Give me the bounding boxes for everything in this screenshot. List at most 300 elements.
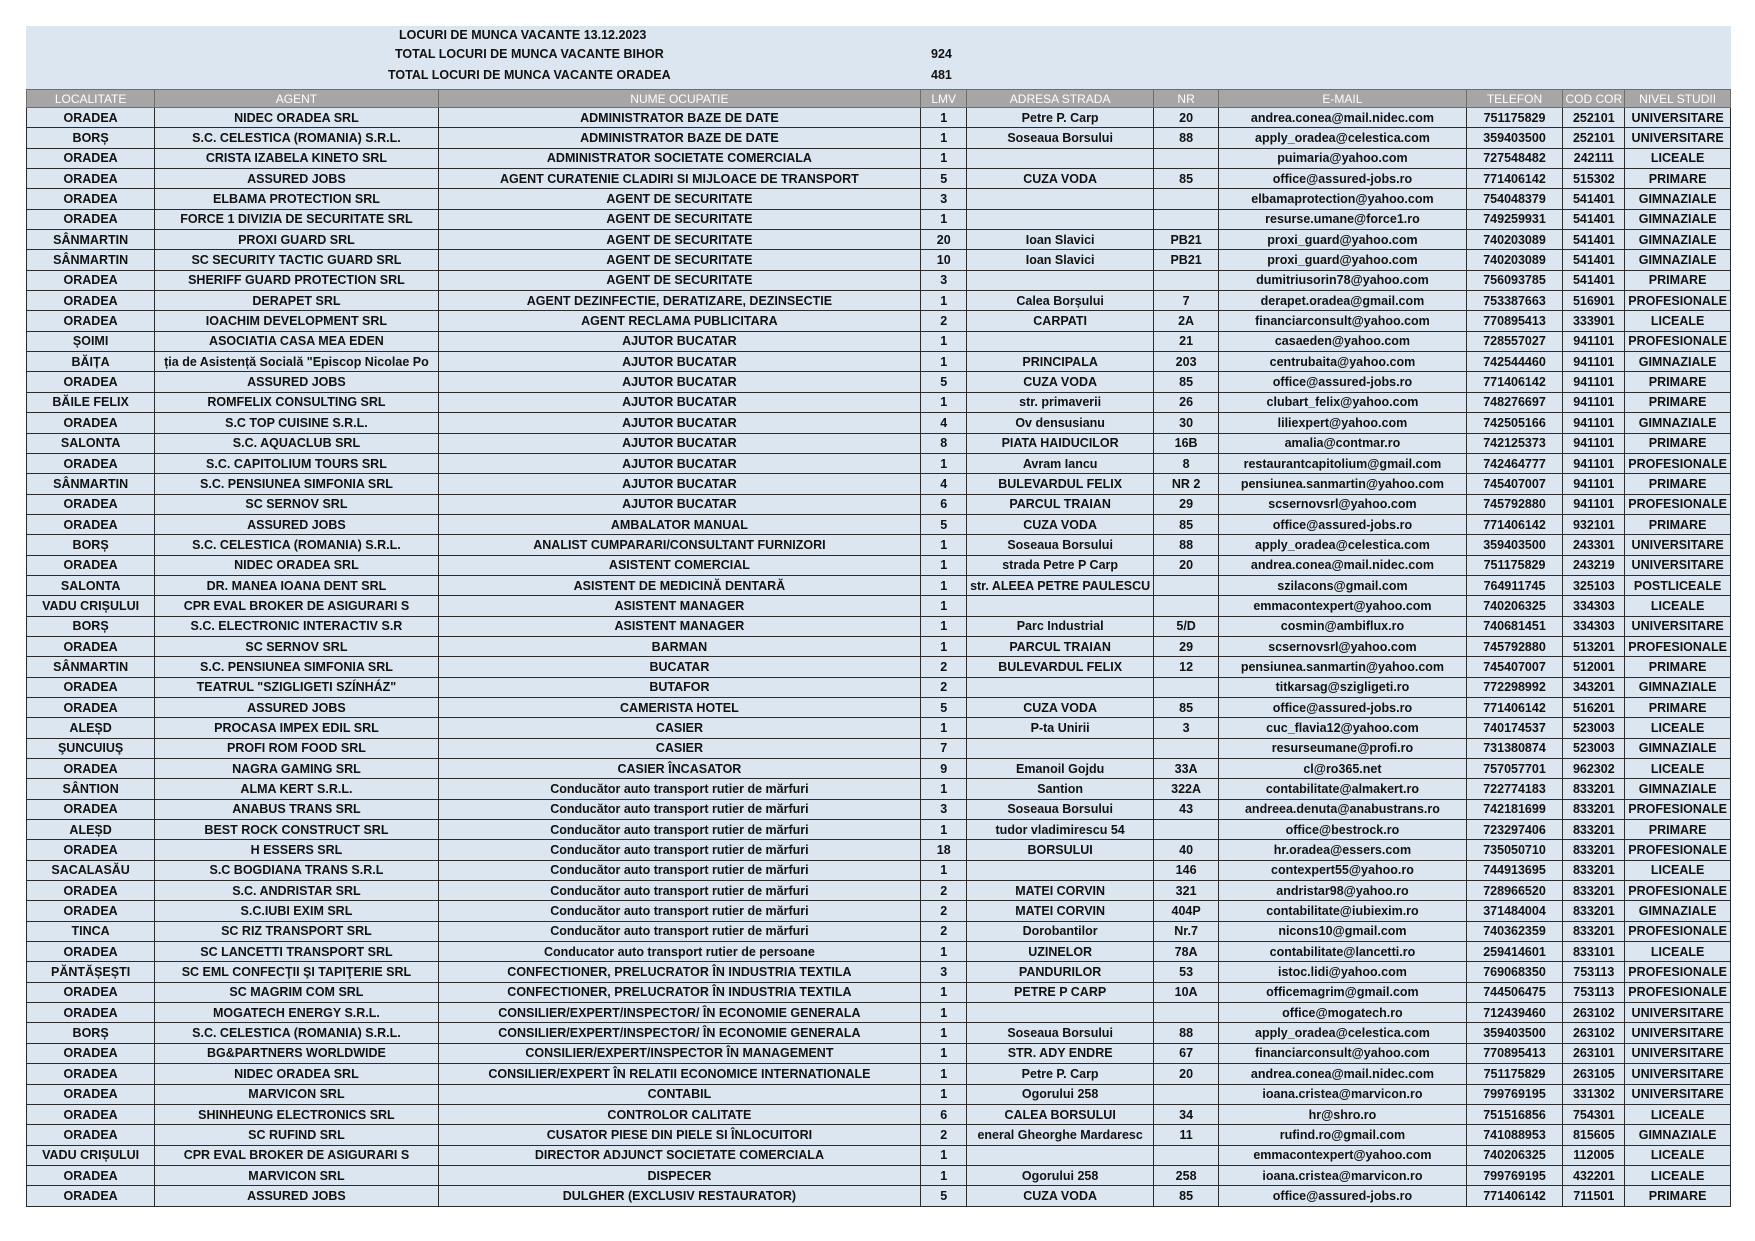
cell-adresa-strada: PRINCIPALA (967, 352, 1154, 372)
cell-lmv: 1 (921, 453, 967, 473)
cell-nume-ocupatie: AJUTOR BUCATAR (438, 352, 921, 372)
cell-lmv: 4 (921, 413, 967, 433)
cell-email: cuc_flavia12@yahoo.com (1219, 718, 1466, 738)
cell-email: officemagrim@gmail.com (1219, 982, 1466, 1002)
cell-agent: NIDEC ORADEA SRL (155, 1064, 438, 1084)
cell-localitate: SÂNMARTIN (27, 250, 155, 270)
total-bihor-label: TOTAL LOCURI DE MUNCA VACANTE BIHOR (395, 47, 664, 61)
cell-nr (1153, 209, 1218, 229)
cell-adresa-strada (967, 677, 1154, 697)
cell-telefon: 742464777 (1466, 453, 1563, 473)
cell-agent: BEST ROCK CONSTRUCT SRL (155, 820, 438, 840)
table-row (27, 392, 1731, 412)
cell-agent: H ESSERS SRL (155, 840, 438, 860)
cell-localitate: ORADEA (27, 697, 155, 717)
cell-adresa-strada: Avram Iancu (967, 453, 1154, 473)
cell-nivel-studii: PRIMARE (1625, 514, 1731, 534)
cell-agent: S.C. PENSIUNEA SIMFONIA SRL (155, 474, 438, 494)
report-title: LOCURI DE MUNCA VACANTE 13.12.2023 (399, 28, 647, 42)
cell-localitate: ORADEA (27, 1165, 155, 1185)
cell-nivel-studii: PRIMARE (1625, 433, 1731, 453)
cell-nivel-studii: PROFESIONALE (1625, 291, 1731, 311)
cell-telefon: 745792880 (1466, 494, 1563, 514)
cell-email: andristar98@yahoo.ro (1219, 881, 1466, 901)
table-row (27, 494, 1731, 514)
cell-agent: ELBAMA PROTECTION SRL (155, 189, 438, 209)
cell-nume-ocupatie: Conducător auto transport rutier de mărfuri (438, 779, 921, 799)
cell-email: hr@shro.ro (1219, 1104, 1466, 1124)
cell-cod-cor: 112005 (1563, 1145, 1625, 1165)
table-row (27, 799, 1731, 819)
cell-agent: SHINHEUNG ELECTRONICS SRL (155, 1104, 438, 1124)
cell-lmv: 2 (921, 311, 967, 331)
cell-nivel-studii: UNIVERSITARE (1625, 1084, 1731, 1104)
cell-localitate: SALONTA (27, 575, 155, 595)
cell-agent: S.C. AQUACLUB SRL (155, 433, 438, 453)
cell-cod-cor: 243301 (1563, 535, 1625, 555)
cell-localitate: SÂNMARTIN (27, 657, 155, 677)
cell-nume-ocupatie: AGENT DEZINFECTIE, DERATIZARE, DEZINSECTIE (438, 291, 921, 311)
table-row (27, 779, 1731, 799)
cell-nr: NR 2 (1153, 474, 1218, 494)
cell-cod-cor: 515302 (1563, 169, 1625, 189)
cell-email: resurseumane@profi.ro (1219, 738, 1466, 758)
cell-email: rufind.ro@gmail.com (1219, 1125, 1466, 1145)
cell-localitate: ORADEA (27, 759, 155, 779)
cell-localitate: BORȘ (27, 1023, 155, 1043)
cell-nume-ocupatie: AGENT DE SECURITATE (438, 230, 921, 250)
table-row (27, 657, 1731, 677)
cell-nr (1153, 1145, 1218, 1165)
cell-nivel-studii: UNIVERSITARE (1625, 1003, 1731, 1023)
cell-nume-ocupatie: CONTROLOR CALITATE (438, 1104, 921, 1124)
cell-nume-ocupatie: CONSILIER/EXPERT/INSPECTOR ÎN MANAGEMENT (438, 1043, 921, 1063)
cell-cod-cor: 263102 (1563, 1003, 1625, 1023)
cell-cod-cor: 753113 (1563, 962, 1625, 982)
cell-adresa-strada: strada Petre P Carp (967, 555, 1154, 575)
cell-nivel-studii: PRIMARE (1625, 392, 1731, 412)
cell-telefon: 770895413 (1466, 1043, 1563, 1063)
cell-email: office@bestrock.ro (1219, 820, 1466, 840)
cell-nr: 88 (1153, 128, 1218, 148)
cell-nume-ocupatie: AJUTOR BUCATAR (438, 474, 921, 494)
table-row (27, 840, 1731, 860)
cell-nume-ocupatie: Conducător auto transport rutier de mărfuri (438, 820, 921, 840)
cell-nivel-studii: LICEALE (1625, 311, 1731, 331)
cell-adresa-strada: Soseaua Borsului (967, 1023, 1154, 1043)
cell-telefon: 735050710 (1466, 840, 1563, 860)
table-row (27, 433, 1731, 453)
cell-adresa-strada: MATEI CORVIN (967, 881, 1154, 901)
cell-lmv: 1 (921, 1145, 967, 1165)
cell-nivel-studii: LICEALE (1625, 1104, 1731, 1124)
cell-nr (1153, 596, 1218, 616)
cell-cod-cor: 833201 (1563, 779, 1625, 799)
cell-adresa-strada: CARPATI (967, 311, 1154, 331)
cell-lmv: 3 (921, 189, 967, 209)
cell-email: titkarsag@szigligeti.ro (1219, 677, 1466, 697)
cell-lmv: 1 (921, 291, 967, 311)
cell-agent: S.C. CAPITOLIUM TOURS SRL (155, 453, 438, 473)
cell-nume-ocupatie: AMBALATOR MANUAL (438, 514, 921, 534)
cell-localitate: ORADEA (27, 636, 155, 656)
cell-cod-cor: 941101 (1563, 453, 1625, 473)
cell-nivel-studii: PRIMARE (1625, 820, 1731, 840)
cell-adresa-strada: eneral Gheorghe Mardaresc (967, 1125, 1154, 1145)
total-bihor-value: 924 (931, 47, 952, 61)
cell-nume-ocupatie: ASISTENT MANAGER (438, 596, 921, 616)
cell-agent: ASSURED JOBS (155, 372, 438, 392)
cell-nivel-studii: LICEALE (1625, 942, 1731, 962)
cell-cod-cor: 711501 (1563, 1186, 1625, 1206)
cell-agent: S.C.IUBI EXIM SRL (155, 901, 438, 921)
cell-cod-cor: 941101 (1563, 494, 1625, 514)
cell-email: elbamaprotection@yahoo.com (1219, 189, 1466, 209)
cell-agent: SC SECURITY TACTIC GUARD SRL (155, 250, 438, 270)
total-oradea-value: 481 (931, 68, 952, 82)
cell-lmv: 1 (921, 108, 967, 128)
cell-nivel-studii: GIMNAZIALE (1625, 738, 1731, 758)
cell-adresa-strada: Parc Industrial (967, 616, 1154, 636)
table-row (27, 759, 1731, 779)
cell-cod-cor: 941101 (1563, 433, 1625, 453)
cell-cod-cor: 941101 (1563, 331, 1625, 351)
col-header-nr: NR (1153, 90, 1218, 108)
col-header-agent: AGENT (155, 90, 438, 108)
table-row (27, 718, 1731, 738)
cell-adresa-strada: CUZA VODA (967, 1186, 1154, 1206)
cell-lmv: 6 (921, 1104, 967, 1124)
cell-agent: ASSURED JOBS (155, 514, 438, 534)
cell-nr: 34 (1153, 1104, 1218, 1124)
cell-adresa-strada: BULEVARDUL FELIX (967, 657, 1154, 677)
cell-agent: ASSURED JOBS (155, 169, 438, 189)
table-row (27, 921, 1731, 941)
cell-nr: 85 (1153, 1186, 1218, 1206)
cell-lmv: 2 (921, 881, 967, 901)
cell-localitate: ORADEA (27, 372, 155, 392)
cell-adresa-strada: Ogorului 258 (967, 1165, 1154, 1185)
cell-lmv: 1 (921, 535, 967, 555)
cell-nivel-studii: POSTLICEALE (1625, 575, 1731, 595)
cell-nume-ocupatie: AGENT DE SECURITATE (438, 209, 921, 229)
cell-nivel-studii: LICEALE (1625, 148, 1731, 168)
cell-telefon: 742544460 (1466, 352, 1563, 372)
col-header-email: E-MAIL (1219, 90, 1466, 108)
cell-nivel-studii: PROFESIONALE (1625, 331, 1731, 351)
cell-telefon: 745407007 (1466, 474, 1563, 494)
cell-adresa-strada: Calea Borșului (967, 291, 1154, 311)
cell-nivel-studii: LICEALE (1625, 596, 1731, 616)
cell-nivel-studii: PROFESIONALE (1625, 921, 1731, 941)
cell-telefon: 756093785 (1466, 270, 1563, 290)
cell-agent: BG&PARTNERS WORLDWIDE (155, 1043, 438, 1063)
table-row (27, 413, 1731, 433)
cell-adresa-strada: Dorobantilor (967, 921, 1154, 941)
cell-nr: 2A (1153, 311, 1218, 331)
table-row (27, 1023, 1731, 1043)
cell-adresa-strada: PANDURILOR (967, 962, 1154, 982)
cell-cod-cor: 343201 (1563, 677, 1625, 697)
cell-lmv: 1 (921, 616, 967, 636)
cell-agent: MARVICON SRL (155, 1165, 438, 1185)
cell-nume-ocupatie: AGENT CURATENIE CLADIRI SI MIJLOACE DE TRANSPORT (438, 169, 921, 189)
cell-nr: 7 (1153, 291, 1218, 311)
cell-telefon: 757057701 (1466, 759, 1563, 779)
cell-nr: 203 (1153, 352, 1218, 372)
cell-nume-ocupatie: AJUTOR BUCATAR (438, 372, 921, 392)
cell-agent: SC RIZ TRANSPORT SRL (155, 921, 438, 941)
cell-nivel-studii: GIMNAZIALE (1625, 209, 1731, 229)
cell-localitate: ŞUNCUIUŞ (27, 738, 155, 758)
cell-telefon: 745407007 (1466, 657, 1563, 677)
cell-agent: S.C. ELECTRONIC INTERACTIV S.R (155, 616, 438, 636)
cell-cod-cor: 252101 (1563, 108, 1625, 128)
table-row (27, 1145, 1731, 1165)
cell-adresa-strada: str. ALEEA PETRE PAULESCU (967, 575, 1154, 595)
cell-adresa-strada: CUZA VODA (967, 514, 1154, 534)
cell-telefon: 727548482 (1466, 148, 1563, 168)
cell-lmv: 1 (921, 575, 967, 595)
table-row (27, 616, 1731, 636)
cell-lmv: 1 (921, 1003, 967, 1023)
cell-nivel-studii: LICEALE (1625, 1145, 1731, 1165)
cell-localitate: TINCA (27, 921, 155, 941)
cell-agent: PROFI ROM FOOD SRL (155, 738, 438, 758)
cell-nume-ocupatie: AJUTOR BUCATAR (438, 331, 921, 351)
cell-telefon: 742125373 (1466, 433, 1563, 453)
table-row (27, 942, 1731, 962)
cell-nr: 29 (1153, 494, 1218, 514)
cell-cod-cor: 833201 (1563, 901, 1625, 921)
cell-nume-ocupatie: Conducător auto transport rutier de mărfuri (438, 860, 921, 880)
cell-adresa-strada: CUZA VODA (967, 697, 1154, 717)
col-header-localitate: LOCALITATE (27, 90, 155, 108)
cell-localitate: BĂIȚA (27, 352, 155, 372)
cell-agent: NAGRA GAMING SRL (155, 759, 438, 779)
cell-email: liliexpert@yahoo.com (1219, 413, 1466, 433)
cell-email: proxi_guard@yahoo.com (1219, 250, 1466, 270)
cell-agent: ția de Asistență Socială "Episcop Nicolae Po (155, 352, 438, 372)
table-row (27, 189, 1731, 209)
cell-nume-ocupatie: DISPECER (438, 1165, 921, 1185)
cell-localitate: ORADEA (27, 1043, 155, 1063)
cell-localitate: ORADEA (27, 148, 155, 168)
cell-agent: SC LANCETTI TRANSPORT SRL (155, 942, 438, 962)
cell-nr (1153, 575, 1218, 595)
cell-lmv: 2 (921, 1125, 967, 1145)
cell-cod-cor: 325103 (1563, 575, 1625, 595)
cell-email: contabilitate@lancetti.ro (1219, 942, 1466, 962)
cell-telefon: 740206325 (1466, 596, 1563, 616)
cell-nume-ocupatie: Conducător auto transport rutier de mărfuri (438, 840, 921, 860)
cell-lmv: 1 (921, 555, 967, 575)
cell-nume-ocupatie: BUTAFOR (438, 677, 921, 697)
cell-email: emmacontexpert@yahoo.com (1219, 596, 1466, 616)
cell-cod-cor: 932101 (1563, 514, 1625, 534)
cell-nivel-studii: PRIMARE (1625, 474, 1731, 494)
cell-email: dumitriusorin78@yahoo.com (1219, 270, 1466, 290)
cell-nivel-studii: UNIVERSITARE (1625, 1023, 1731, 1043)
cell-cod-cor: 541401 (1563, 250, 1625, 270)
cell-email: resurse.umane@force1.ro (1219, 209, 1466, 229)
cell-nume-ocupatie: ASISTENT COMERCIAL (438, 555, 921, 575)
cell-lmv: 3 (921, 962, 967, 982)
cell-telefon: 359403500 (1466, 128, 1563, 148)
cell-adresa-strada: Emanoil Gojdu (967, 759, 1154, 779)
cell-nivel-studii: GIMNAZIALE (1625, 230, 1731, 250)
cell-agent: IOACHIM DEVELOPMENT SRL (155, 311, 438, 331)
cell-nume-ocupatie: AJUTOR BUCATAR (438, 433, 921, 453)
cell-adresa-strada: PIATA HAIDUCILOR (967, 433, 1154, 453)
cell-telefon: 771406142 (1466, 1186, 1563, 1206)
cell-lmv: 1 (921, 596, 967, 616)
cell-adresa-strada: Ioan Slavici (967, 230, 1154, 250)
cell-lmv: 1 (921, 1064, 967, 1084)
col-header-nume-ocupatie: NUME OCUPATIE (438, 90, 921, 108)
table-row (27, 962, 1731, 982)
cell-nivel-studii: PRIMARE (1625, 270, 1731, 290)
cell-nume-ocupatie: ADMINISTRATOR SOCIETATE COMERCIALA (438, 148, 921, 168)
cell-nr: 53 (1153, 962, 1218, 982)
col-header-cod-cor: COD COR (1563, 90, 1625, 108)
table-row (27, 1125, 1731, 1145)
cell-email: office@assured-jobs.ro (1219, 372, 1466, 392)
table-header-row (27, 90, 1731, 108)
cell-nume-ocupatie: CONSILIER/EXPERT/INSPECTOR/ ÎN ECONOMIE GENERALA (438, 1003, 921, 1023)
cell-cod-cor: 334303 (1563, 616, 1625, 636)
cell-telefon: 742505166 (1466, 413, 1563, 433)
cell-lmv: 9 (921, 759, 967, 779)
cell-adresa-strada: BULEVARDUL FELIX (967, 474, 1154, 494)
cell-localitate: BORȘ (27, 535, 155, 555)
cell-telefon: 740362359 (1466, 921, 1563, 941)
cell-cod-cor: 242111 (1563, 148, 1625, 168)
cell-nr: 10A (1153, 982, 1218, 1002)
cell-nivel-studii: UNIVERSITARE (1625, 555, 1731, 575)
cell-adresa-strada: Ogorului 258 (967, 1084, 1154, 1104)
cell-localitate: ORADEA (27, 169, 155, 189)
table-row (27, 1084, 1731, 1104)
cell-nr (1153, 1084, 1218, 1104)
cell-cod-cor: 541401 (1563, 270, 1625, 290)
cell-localitate: ALEȘD (27, 718, 155, 738)
cell-lmv: 2 (921, 677, 967, 697)
cell-cod-cor: 815605 (1563, 1125, 1625, 1145)
cell-localitate: SACALASĂU (27, 860, 155, 880)
cell-telefon: 771406142 (1466, 514, 1563, 534)
cell-localitate: SÂNTION (27, 779, 155, 799)
cell-email: clubart_felix@yahoo.com (1219, 392, 1466, 412)
cell-adresa-strada (967, 148, 1154, 168)
cell-agent: S.C. PENSIUNEA SIMFONIA SRL (155, 657, 438, 677)
cell-cod-cor: 962302 (1563, 759, 1625, 779)
cell-nr: 322A (1153, 779, 1218, 799)
cell-nr: 20 (1153, 555, 1218, 575)
cell-nume-ocupatie: CASIER ÎNCASATOR (438, 759, 921, 779)
cell-lmv: 2 (921, 901, 967, 921)
cell-telefon: 359403500 (1466, 535, 1563, 555)
cell-nr: 20 (1153, 108, 1218, 128)
cell-cod-cor: 753113 (1563, 982, 1625, 1002)
cell-nr (1153, 677, 1218, 697)
cell-agent: S.C. CELESTICA (ROMANIA) S.R.L. (155, 535, 438, 555)
cell-nivel-studii: PRIMARE (1625, 169, 1731, 189)
cell-agent: SC SERNOV SRL (155, 636, 438, 656)
cell-localitate: ORADEA (27, 514, 155, 534)
cell-email: emmacontexpert@yahoo.com (1219, 1145, 1466, 1165)
cell-adresa-strada: Petre P. Carp (967, 1064, 1154, 1084)
cell-telefon: 751175829 (1466, 555, 1563, 575)
cell-nivel-studii: LICEALE (1625, 718, 1731, 738)
cell-email: casaeden@yahoo.com (1219, 331, 1466, 351)
cell-nume-ocupatie: CAMERISTA HOTEL (438, 697, 921, 717)
table-body (27, 108, 1731, 1207)
cell-nume-ocupatie: CONTABIL (438, 1084, 921, 1104)
cell-nume-ocupatie: ADMINISTRATOR BAZE DE DATE (438, 128, 921, 148)
cell-adresa-strada: PARCUL TRAIAN (967, 636, 1154, 656)
cell-cod-cor: 941101 (1563, 392, 1625, 412)
cell-localitate: ORADEA (27, 1125, 155, 1145)
cell-nivel-studii: LICEALE (1625, 759, 1731, 779)
cell-nume-ocupatie: ANALIST CUMPARARI/CONSULTANT FURNIZORI (438, 535, 921, 555)
table-row (27, 881, 1731, 901)
table-row (27, 738, 1731, 758)
cell-lmv: 20 (921, 230, 967, 250)
cell-nr: PB21 (1153, 230, 1218, 250)
cell-lmv: 10 (921, 250, 967, 270)
cell-localitate: ORADEA (27, 840, 155, 860)
cell-nivel-studii: PROFESIONALE (1625, 881, 1731, 901)
cell-lmv: 5 (921, 514, 967, 534)
cell-nivel-studii: LICEALE (1625, 1165, 1731, 1185)
cell-nivel-studii: PRIMARE (1625, 657, 1731, 677)
cell-lmv: 2 (921, 921, 967, 941)
cell-nivel-studii: PROFESIONALE (1625, 982, 1731, 1002)
col-header-lmv: LMV (921, 90, 967, 108)
cell-nivel-studii: PRIMARE (1625, 697, 1731, 717)
cell-email: scsernovsrl@yahoo.com (1219, 494, 1466, 514)
cell-nr: 26 (1153, 392, 1218, 412)
cell-email: office@mogatech.ro (1219, 1003, 1466, 1023)
cell-agent: SC EML CONFECŢII ŞI TAPIŢERIE SRL (155, 962, 438, 982)
table-row (27, 596, 1731, 616)
cell-cod-cor: 523003 (1563, 738, 1625, 758)
cell-email: szilacons@gmail.com (1219, 575, 1466, 595)
cell-nr: 85 (1153, 514, 1218, 534)
cell-localitate: ORADEA (27, 1084, 155, 1104)
cell-telefon: 764911745 (1466, 575, 1563, 595)
table-row (27, 250, 1731, 270)
cell-nume-ocupatie: CONFECTIONER, PRELUCRATOR ÎN INDUSTRIA TEXTILA (438, 982, 921, 1002)
cell-nivel-studii: PROFESIONALE (1625, 636, 1731, 656)
cell-adresa-strada (967, 1145, 1154, 1165)
cell-cod-cor: 513201 (1563, 636, 1625, 656)
cell-agent: CRISTA IZABELA KINETO SRL (155, 148, 438, 168)
cell-localitate: VADU CRIȘULUI (27, 596, 155, 616)
cell-telefon: 748276697 (1466, 392, 1563, 412)
cell-email: contexpert55@yahoo.ro (1219, 860, 1466, 880)
cell-telefon: 741088953 (1466, 1125, 1563, 1145)
cell-telefon: 771406142 (1466, 697, 1563, 717)
cell-agent: NIDEC ORADEA SRL (155, 108, 438, 128)
cell-localitate: ORADEA (27, 982, 155, 1002)
table-row (27, 209, 1731, 229)
cell-nume-ocupatie: AJUTOR BUCATAR (438, 413, 921, 433)
cell-localitate: BORȘ (27, 616, 155, 636)
cell-telefon: 771406142 (1466, 169, 1563, 189)
cell-nr: 85 (1153, 697, 1218, 717)
